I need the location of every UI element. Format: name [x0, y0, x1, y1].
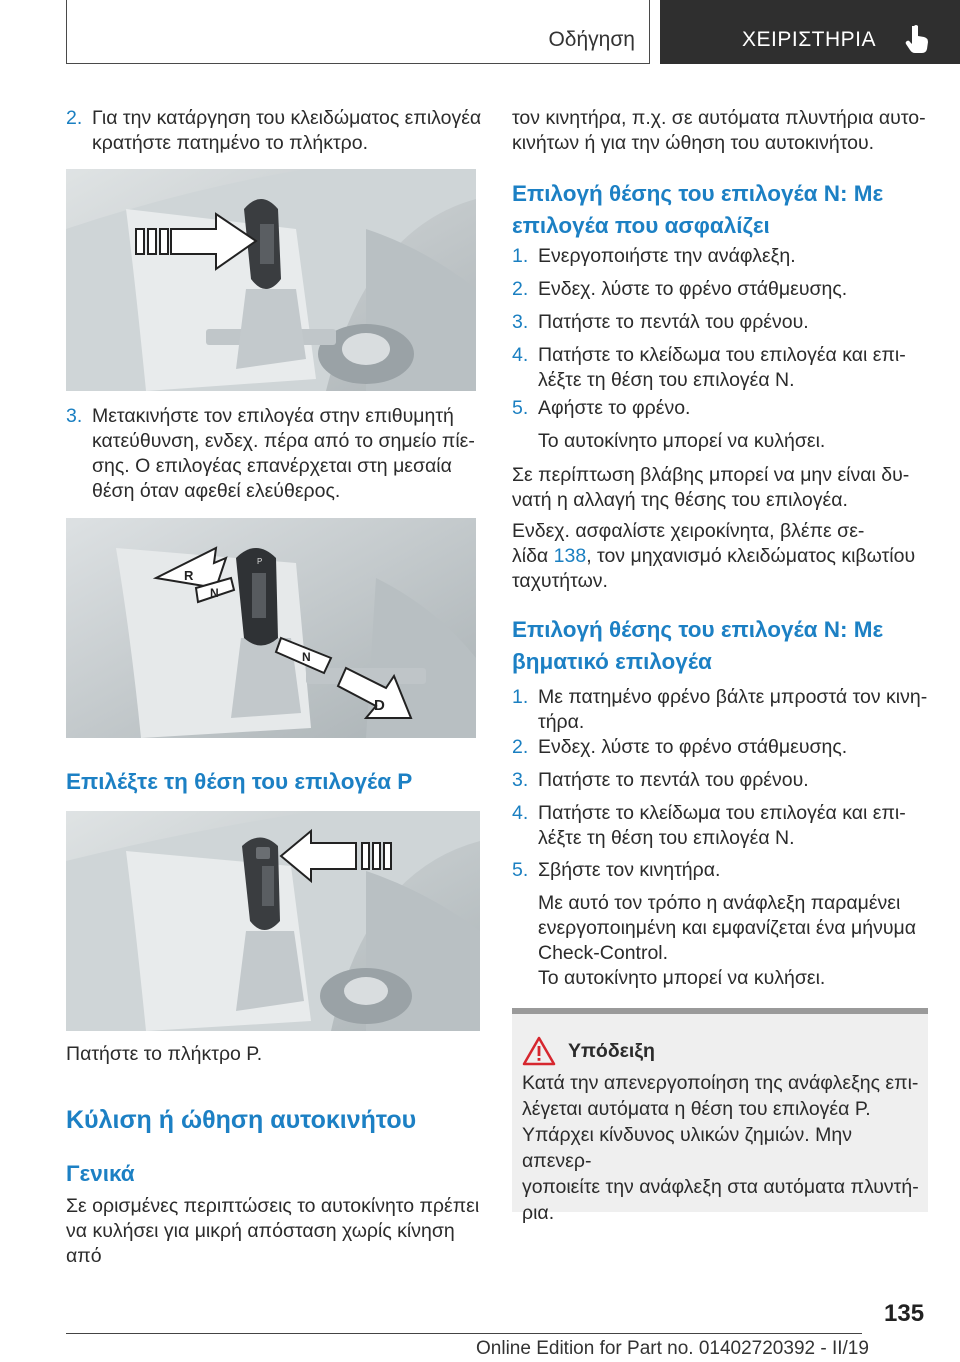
heading-general: Γενικά: [66, 1161, 135, 1186]
note-top-bar: [512, 1008, 928, 1014]
general-text: [66, 1194, 480, 1269]
step-text-line: σης. Ο επιλογέας επανέρχεται στη μεσαία: [92, 455, 452, 477]
note-text-line: Κατά την απενεργοποίηση της ανάφλεξης επι-: [522, 1072, 919, 1094]
step-number: 3.: [512, 769, 529, 791]
step-text-line: κατεύθυνση, ενδεχ. πέρα από το σημείο πίε-: [92, 430, 475, 452]
secure-text-line: [512, 544, 928, 569]
note-box: [512, 1008, 928, 1224]
step-number: 4.: [512, 344, 529, 366]
step-text-line: λέξτε τη θέση του επιλογέα N.: [538, 369, 795, 391]
header-section-box: [66, 0, 650, 64]
heading-line: Επιλογή θέσης του επιλογέα N: Με: [512, 181, 884, 206]
step-text-line: Σβήστε τον κινητήρα.: [538, 859, 721, 881]
step-text-line: Πατήστε το πεντάλ του φρένου.: [538, 311, 809, 333]
note-text: [522, 1070, 920, 1226]
step-text-line: Το αυτοκίνητο μπορεί να κυλήσει.: [538, 967, 826, 989]
step-text-line: ενεργοποιημένη και εμφανίζεται ένα μήνυμα: [538, 917, 917, 939]
secure-text-line: Ενδεχ. ασφαλίστε χειροκίνητα, βλέπε σε-: [512, 520, 865, 542]
note-title: Υπόδειξη: [568, 1040, 655, 1062]
step-text-line: Με πατημένο φρένο βάλτε μπροστά τον κινη-: [538, 686, 928, 708]
step-text-line: Πατήστε το πεντάλ του φρένου.: [538, 769, 809, 791]
step-number: 1.: [512, 245, 529, 267]
header-chapter-title: ΧΕΙΡΙΣΤΗΡΙΑ: [742, 28, 877, 51]
general-text-line: Σε ορισμένες περιπτώσεις το αυτοκίνητο πρέπει: [66, 1195, 480, 1217]
figure-press-p: [66, 811, 480, 1031]
step-number: 5.: [512, 397, 529, 419]
step-text-line: Πατήστε το κλείδωμα του επιλογέα και επι-: [538, 802, 906, 824]
continued-text-line: τον κινητήρα, π.χ. σε αυτόματα πλυντήρια αυτο-: [512, 107, 926, 129]
step-number: 3.: [512, 311, 529, 333]
page-reference-link[interactable]: 138: [553, 545, 587, 567]
step-number: 4.: [512, 802, 529, 824]
footer-divider: [66, 1333, 862, 1334]
figure-label-r: R: [184, 568, 194, 583]
fault-text: [512, 463, 928, 513]
step-text-line: Ενεργοποιήστε την ανάφλεξη.: [538, 245, 796, 267]
fault-text-line: Σε περίπτωση βλάβης μπορεί να μην είναι δυ-: [512, 464, 910, 486]
hand-pointer-icon: [905, 24, 931, 54]
figure-label-n-top: N: [210, 586, 219, 600]
figure-label-p: P: [257, 557, 263, 566]
heading-line: επιλογέα που ασφαλίζει: [512, 213, 770, 238]
note-text-line: γοποιείτε την ανάφλεξη στα αυτόματα πλυντή-: [522, 1176, 919, 1198]
heading-locking-selector: [512, 178, 928, 242]
page-number: 135: [884, 1300, 925, 1327]
step-number: 2.: [66, 107, 83, 129]
heading-rolling: Κύλιση ή ώθηση αυτοκινήτου: [66, 1106, 417, 1134]
continued-text-line: κινήτων ή για την ώθηση του αυτοκινήτου.: [512, 132, 875, 154]
figure-label-d: D: [374, 697, 385, 714]
secure-text-suffix: , τον μηχανισμό κλειδώματος κιβωτίου: [586, 545, 916, 567]
step-text-line: Check-Control.: [538, 942, 669, 964]
step-text-line: κρατήστε πατημένο το πλήκτρο.: [92, 132, 368, 154]
heading-line: βηματικό επιλογέα: [512, 649, 712, 674]
general-text-line: να κυλήσει για μικρή απόσταση χωρίς κίνηση από: [66, 1220, 455, 1267]
press-p-text: Πατήστε το πλήκτρο P.: [66, 1043, 263, 1065]
step-number: 1.: [512, 686, 529, 708]
note-text-line: Υπάρχει κίνδυνος υλικών ζημιών. Μην απενερ-: [522, 1124, 852, 1172]
step-text-line: Ενδεχ. λύστε το φρένο στάθμευσης.: [538, 278, 848, 300]
figure-label-n-bottom: N: [302, 650, 311, 664]
heading-line: Επιλογή θέσης του επιλογέα N: Με: [512, 617, 884, 642]
step-text-line: Ενδεχ. λύστε το φρένο στάθμευσης.: [538, 736, 848, 758]
step-number: 2.: [512, 278, 529, 300]
secure-text-prefix: λίδα: [512, 545, 554, 567]
step-text-line: Για την κατάργηση του κλειδώματος επιλογέα: [92, 107, 482, 129]
continued-text: [512, 106, 928, 156]
step-number: 3.: [66, 405, 83, 427]
fault-text-line: νατή η αλλαγή της θέσης του επιλογέα.: [512, 489, 848, 511]
figure-selector-unlock: [66, 169, 476, 391]
step-text-line: Πατήστε το κλείδωμα του επιλογέα και επι-: [538, 344, 906, 366]
header-chapter-box: [660, 0, 960, 64]
footer-edition: Online Edition for Part no. 01402720392 - II/19: [476, 1338, 869, 1359]
secure-text-line: ταχυτήτων.: [512, 570, 608, 592]
step-number: 5.: [512, 859, 529, 881]
step-text-line: Με αυτό τον τρόπο η ανάφλεξη παραμένει: [538, 892, 901, 914]
step-number: 2.: [512, 736, 529, 758]
warning-triangle-icon: [522, 1036, 556, 1066]
step-text-line: Αφήστε το φρένο.: [538, 397, 691, 419]
note-text-line: λέγεται αυτόματα η θέση του επιλογέα P.: [522, 1098, 871, 1120]
step-text-line: Το αυτοκίνητο μπορεί να κυλήσει.: [538, 430, 826, 452]
figure-selector-positions: [66, 518, 476, 738]
heading-step-selector: [512, 614, 928, 678]
step-text-line: θέση όταν αφεθεί ελεύθερος.: [92, 480, 341, 502]
step-text-line: λέξτε τη θέση του επιλογέα N.: [538, 827, 795, 849]
secure-text: [512, 519, 928, 594]
header-section-title: Οδήγηση: [548, 28, 635, 51]
step-text-line: Μετακινήστε τον επιλογέα στην επιθυμητή: [92, 405, 454, 427]
note-text-line: ρια.: [522, 1202, 555, 1224]
step-text-line: τήρα.: [538, 711, 585, 733]
heading-select-p: Επιλέξτε τη θέση του επιλογέα P: [66, 769, 413, 794]
